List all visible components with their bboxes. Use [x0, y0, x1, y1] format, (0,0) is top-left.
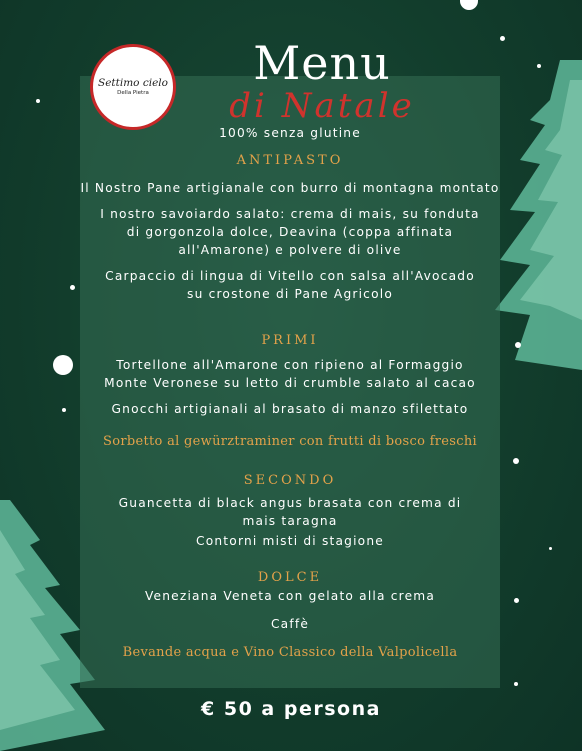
- snow-dot: [53, 355, 73, 375]
- bevande-item: Bevande acqua e Vino Classico della Valpolicella: [122, 645, 458, 660]
- snow-dot: [515, 342, 521, 348]
- section-heading-antipasto: ANTIPASTO: [236, 153, 344, 168]
- menu-item: Il Nostro Pane artigianale con burro di montagna montato: [80, 181, 500, 195]
- price-label: € 50 a persona: [201, 698, 381, 720]
- menu-item: Caffè: [270, 617, 310, 631]
- menu-item: Veneziana Veneta con gelato alla crema: [144, 589, 436, 603]
- menu-item: Contorni misti di stagione: [196, 534, 384, 548]
- section-heading-primi: PRIMI: [261, 333, 319, 348]
- section-heading-secondo: SECONDO: [243, 473, 337, 488]
- sorbetto-item: Sorbetto al gewürztraminer con frutti di bosco freschi: [103, 434, 477, 449]
- menu-item: Gnocchi artigianali al brasato di manzo sfilettato: [111, 402, 469, 416]
- logo-subname: Della Pietra: [117, 89, 149, 96]
- snow-dot: [513, 458, 519, 464]
- snow-dot: [549, 547, 552, 550]
- menu-item: Guancetta di black angus brasata con crema di mais taragna: [118, 496, 462, 528]
- page-title: Menu: [253, 36, 391, 90]
- snow-dot: [70, 285, 75, 290]
- logo-name: Settimo cielo: [98, 76, 168, 89]
- snow-dot: [514, 598, 519, 603]
- snow-dot: [460, 0, 478, 10]
- menu-item: Tortellone all'Amarone con ripieno al Formaggio Monte Veronese su letto di crumble salato al cacao: [104, 358, 476, 390]
- snow-dot: [62, 408, 66, 412]
- gluten-free-note: 100% senza glutine: [219, 126, 361, 140]
- menu-item: Carpaccio di lingua di Vitello con salsa all'Avocado su crostone di Pane Agricolo: [105, 269, 475, 301]
- section-heading-dolce: DOLCE: [257, 570, 323, 585]
- snow-dot: [514, 682, 518, 686]
- menu-content: [80, 124, 500, 660]
- page-title-script: di Natale: [229, 86, 415, 126]
- menu-item: I nostro savoiardo salato: crema di mais, su fonduta di gorgonzola dolce, Deavina (coppa affinata all'Amarone) e polvere di olive: [100, 207, 480, 257]
